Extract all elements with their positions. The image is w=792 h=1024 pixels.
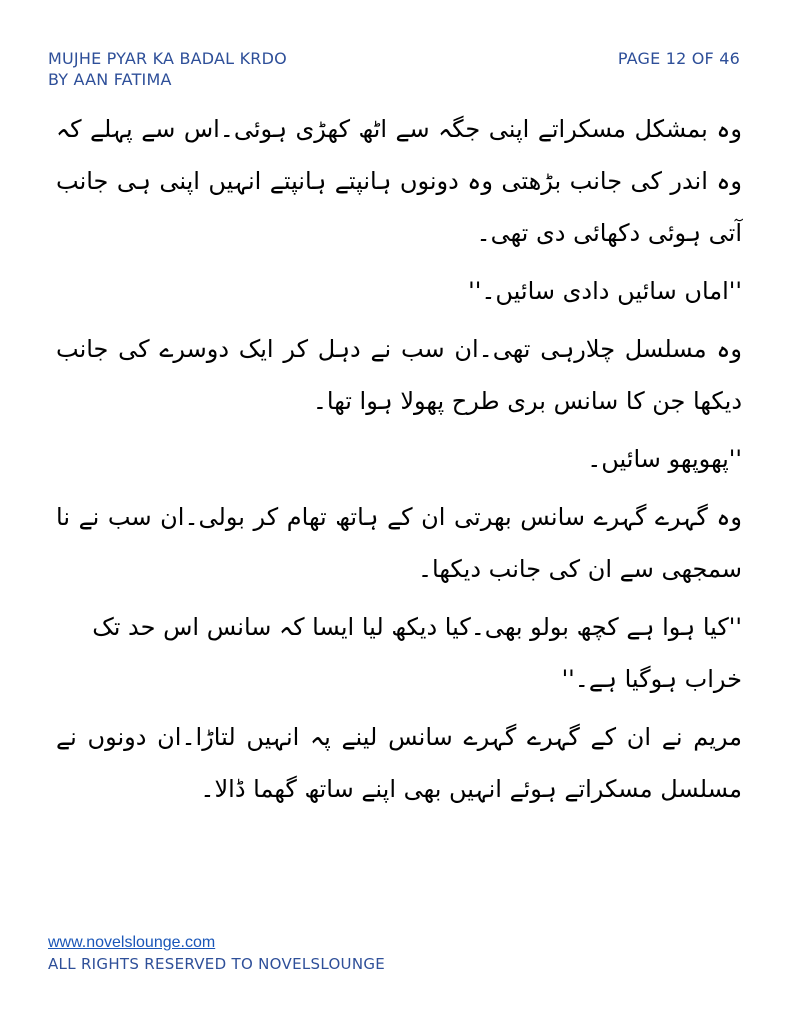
paragraph: ''اماں سائیں دادی سائیں۔'' (468, 277, 742, 305)
novel-author: BY AAN FATIMA (48, 70, 172, 89)
paragraph: ''کیا ہوا ہے کچھ بولو بھی۔کیا دیکھ لیا ایسا کہ سانس اس حد تک خراب ہوگیا ہے۔'' (92, 613, 742, 693)
rights-notice: ALL RIGHTS RESERVED TO NOVELSLOUNGE (48, 955, 386, 973)
page-header (48, 48, 744, 96)
paragraph: وہ بمشکل مسکراتے اپنی جگہ سے اٹھ کھڑی ہوئی۔اس سے پہلے کہ وہ اندر کی جانب بڑھتی وہ دونوں ہانپتے ہانپتے انہیں اپنی ہی جانب آتی ہوئی دکھائی دی تھی۔ (56, 115, 742, 247)
paragraph: مریم نے ان کے گہرے گہرے سانس لینے پہ انہیں لتاڑا۔ان دونوں نے مسلسل مسکراتے ہوئے انہیں بھی اپنے ساتھ گھما ڈالا۔ (56, 723, 742, 803)
page-number: PAGE 12 OF 46 (617, 49, 740, 68)
page-body (56, 103, 742, 821)
paragraph: وہ مسلسل چلارہی تھی۔ان سب نے دہل کر ایک دوسرے کی جانب دیکھا جن کا سانس بری طرح پھولا ہوا تھا۔ (56, 335, 742, 415)
paragraph: وہ گہرے گہرے سانس بھرتی ان کے ہاتھ تھام کر بولی۔ان سب نے نا سمجھی سے ان کی جانب دیکھا۔ (56, 503, 742, 583)
novel-title: MUJHE PYAR KA BADAL KRDO (48, 49, 287, 68)
website-link[interactable]: www.novelslounge.com (48, 934, 216, 951)
paragraph: ''پھوپھو سائیں۔ (587, 445, 742, 473)
page-footer (48, 932, 385, 974)
